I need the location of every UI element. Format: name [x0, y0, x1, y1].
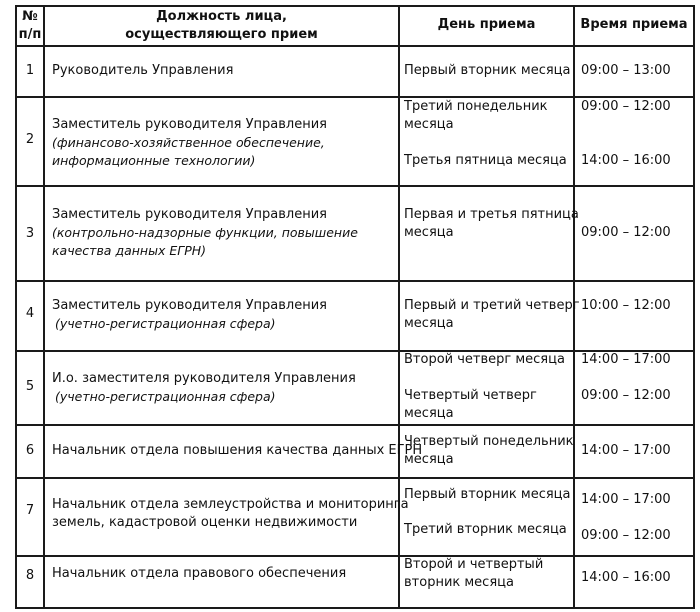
row-time: 09:00 – 12:00: [581, 99, 671, 114]
row-day: Четвертый понедельник: [404, 434, 574, 449]
row-divider: [15, 185, 695, 187]
row-note: (финансово-хозяйственное обеспечение,: [52, 135, 325, 150]
row-position: земель, кадастровой оценки недвижимости: [52, 515, 358, 530]
row-divider: [15, 477, 695, 479]
row-time: 09:00 – 12:00: [581, 225, 671, 240]
row-position: Начальник отдела повышения качества данных ЕГРН: [52, 443, 423, 458]
row-day: Первая и третья пятница: [404, 207, 579, 222]
row-time: 14:00 – 16:00: [581, 570, 671, 585]
header-num-line2: п/п: [18, 27, 42, 42]
row-day: месяца: [404, 117, 454, 132]
row-position: Заместитель руководителя Управления: [52, 207, 327, 222]
header-time: Время приема: [580, 17, 688, 32]
row-time: 14:00 – 17:00: [581, 492, 671, 507]
row-day: вторник месяца: [404, 575, 514, 590]
row-day: Третий вторник месяца: [404, 522, 567, 537]
row-time: 14:00 – 17:00: [581, 352, 671, 367]
header-position-line1: Должность лица,: [156, 9, 287, 24]
row-divider: [15, 424, 695, 426]
row-day: Третья пятница месяца: [404, 153, 567, 168]
row-note: (учетно-регистрационная сфера): [55, 389, 276, 404]
row-day: Третий понедельник: [404, 99, 548, 114]
row-day: Первый вторник месяца: [404, 63, 571, 78]
row-number: 1: [25, 63, 35, 78]
row-divider: [15, 45, 695, 47]
row-position: Заместитель руководителя Управления: [52, 117, 327, 132]
row-divider: [15, 555, 695, 557]
row-time: 14:00 – 17:00: [581, 443, 671, 458]
row-day: месяца: [404, 452, 454, 467]
row-note: информационные технологии): [52, 153, 256, 168]
row-number: 4: [25, 306, 35, 321]
row-day: месяца: [404, 225, 454, 240]
row-day: месяца: [404, 316, 454, 331]
row-position: Начальник отдела правового обеспечения: [52, 566, 347, 581]
row-note: (контрольно-надзорные функции, повышение: [52, 225, 358, 240]
row-day: Первый и третий четверг: [404, 298, 580, 313]
row-divider: [15, 280, 695, 282]
row-divider: [15, 5, 695, 7]
row-position: И.о. заместителя руководителя Управления: [52, 371, 356, 386]
row-time: 09:00 – 13:00: [581, 63, 671, 78]
row-number: 2: [25, 132, 35, 147]
row-time: 10:00 – 12:00: [581, 298, 671, 313]
row-position: Заместитель руководителя Управления: [52, 298, 327, 313]
row-note: качества данных ЕГРН): [52, 243, 207, 258]
row-day: Второй и четвертый: [404, 557, 544, 572]
row-divider: [15, 607, 695, 609]
row-note: (учетно-регистрационная сфера): [55, 316, 276, 331]
row-time: 09:00 – 12:00: [581, 528, 671, 543]
row-number: 7: [25, 503, 35, 518]
row-day: месяца: [404, 406, 454, 421]
row-number: 3: [25, 226, 35, 241]
row-position: Начальник отдела землеустройства и мониторинга: [52, 497, 409, 512]
row-time: 09:00 – 12:00: [581, 388, 671, 403]
row-day: Четвертый четверг: [404, 388, 537, 403]
row-number: 5: [25, 379, 35, 394]
row-time: 14:00 – 16:00: [581, 153, 671, 168]
row-day: Первый вторник месяца: [404, 487, 571, 502]
header-position-line2: осуществляющего прием: [125, 27, 318, 42]
row-number: 8: [25, 568, 35, 583]
row-number: 6: [25, 443, 35, 458]
row-day: Второй четверг месяца: [404, 352, 565, 367]
header-day: День приема: [437, 17, 536, 32]
row-position: Руководитель Управления: [52, 63, 234, 78]
header-num-line1: №: [22, 9, 38, 24]
